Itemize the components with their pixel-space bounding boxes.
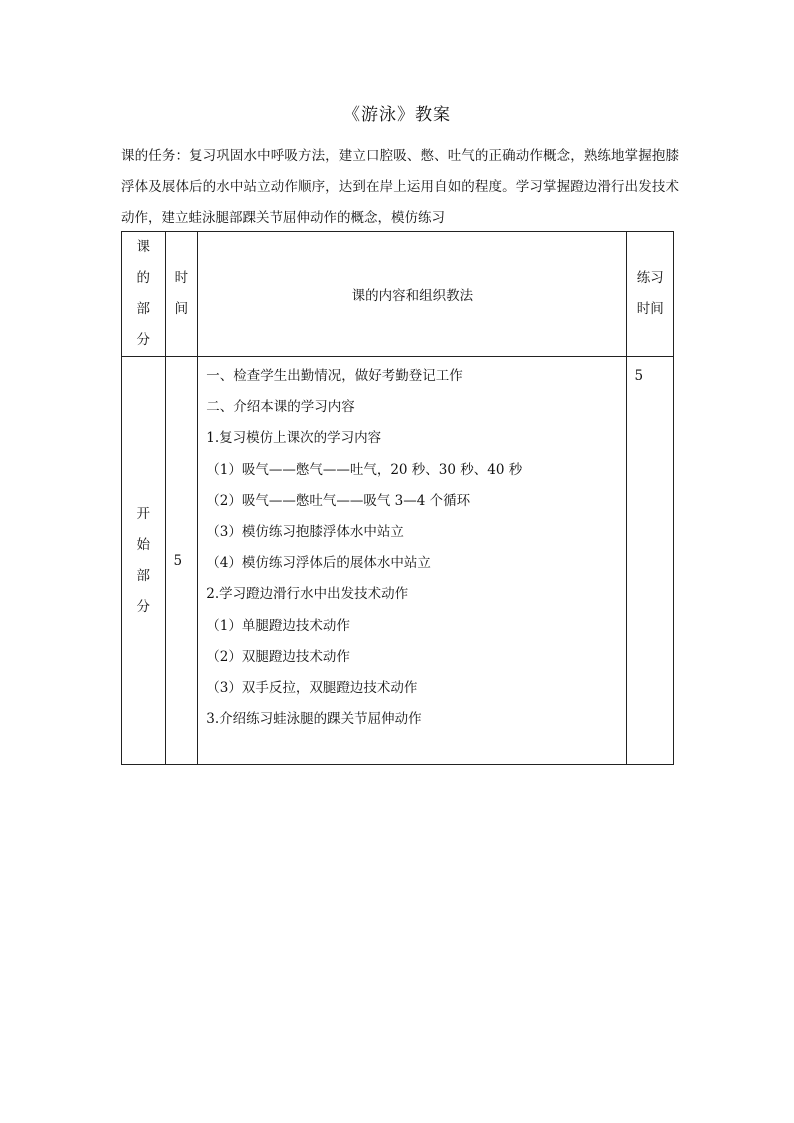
header-time-char: 时	[174, 270, 189, 286]
cell-content	[198, 357, 627, 765]
header-practice-time	[627, 232, 674, 357]
content-line: 1.复习模仿上课次的学习内容	[206, 430, 382, 447]
content-line: （2）双腿蹬边技术动作	[206, 648, 350, 665]
content-line: 一、检查学生出勤情况，做好考勤登记工作	[206, 368, 463, 384]
content-line: （3）模仿练习抱膝浮体水中站立	[206, 524, 404, 541]
part-char: 分	[136, 598, 150, 615]
cell-time	[165, 357, 198, 765]
header-part-char: 部	[136, 301, 150, 317]
document-title: 《游泳》教案	[343, 105, 451, 125]
header-content-label: 课的内容和组织教法	[351, 288, 474, 304]
practice-time-value: 5	[634, 368, 644, 384]
table-row	[122, 357, 674, 765]
header-content-and-method	[198, 232, 627, 357]
header-part-char: 的	[136, 270, 150, 286]
content-line: 3.介绍练习蛙泳腿的踝关节屈伸动作	[206, 711, 422, 728]
header-time-char: 间	[174, 301, 189, 317]
part-char: 始	[136, 536, 150, 553]
part-char: 部	[136, 567, 150, 584]
cell-lesson-part	[122, 357, 166, 765]
header-part-char: 课	[136, 239, 150, 255]
lesson-plan-table	[121, 231, 674, 765]
content-line: （4）模仿练习浮体后的展体水中站立	[206, 555, 431, 572]
header-practice-line: 时间	[636, 301, 664, 317]
content-line: （3）双手反拉，双腿蹬边技术动作	[206, 680, 418, 697]
header-part-char: 分	[136, 332, 150, 348]
cell-practice-time	[627, 357, 674, 765]
table-header-row	[122, 232, 674, 357]
content-line: 2.学习蹬边滑行水中出发技术动作	[206, 586, 409, 603]
header-practice-line: 练习	[636, 270, 664, 286]
content-line: （1）吸气——憋气——吐气，20 秒、30 秒、40 秒	[206, 461, 523, 478]
content-line: （1）单腿蹬边技术动作	[206, 617, 350, 634]
content-line: （2）吸气——憋吐气——吸气 3—4 个循环	[206, 492, 471, 509]
lesson-task-paragraph: 课的任务：复习巩固水中呼吸方法，建立口腔吸、憋、吐气的正确动作概念，熟练地掌握抱膝浮体及展体后的水中站立动作顺序，达到在岸上运用自如的程度。学习掌握蹬边滑行出发技术动作，建立蛙泳腿部踝关节屈伸动作的概念，模仿练习	[121, 148, 679, 226]
time-value: 5	[173, 552, 183, 569]
part-char: 开	[136, 505, 150, 522]
header-time	[165, 232, 198, 357]
header-lesson-part	[122, 232, 166, 357]
content-line: 二、介绍本课的学习内容	[206, 399, 355, 416]
